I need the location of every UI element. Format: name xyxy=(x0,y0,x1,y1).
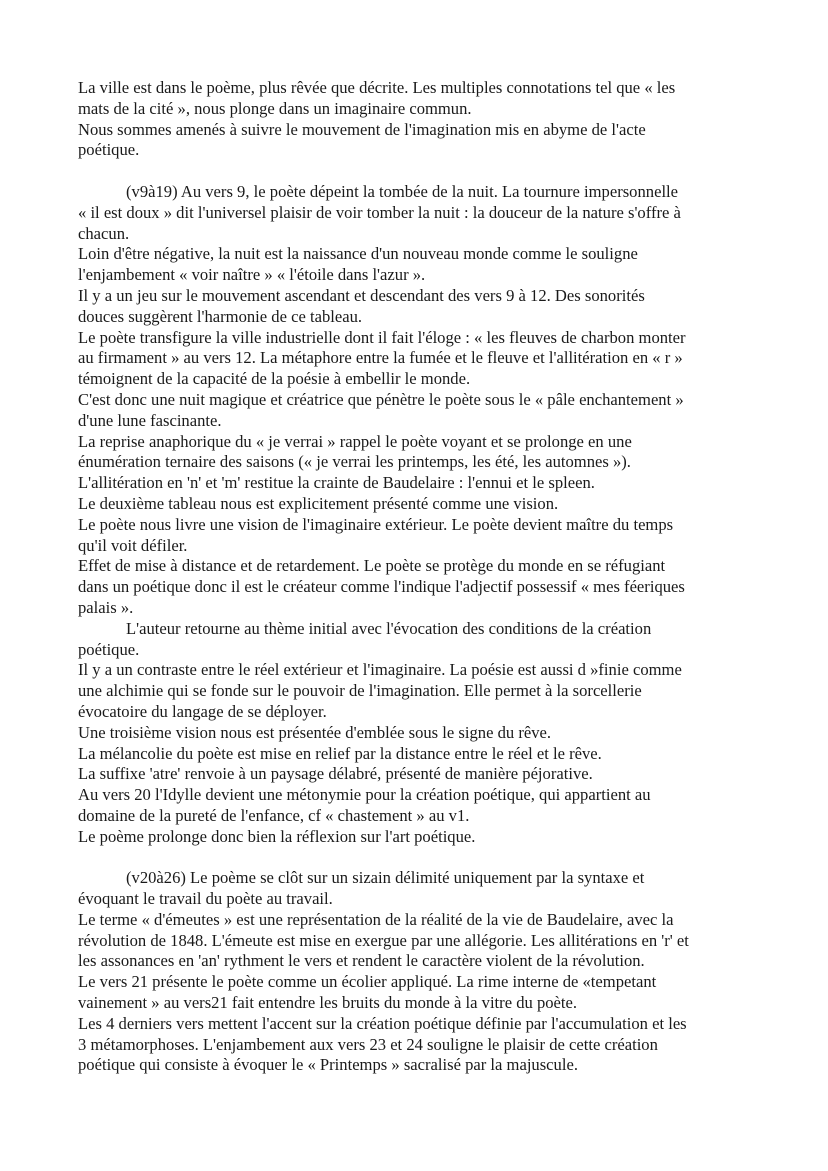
text-line: Effet de mise à distance et de retardement. Le poète se protège du monde en se réfugiant xyxy=(78,556,666,576)
text-line: au firmament » au vers 12. La métaphore entre la fumée et le fleuve et l'allitération en « r » xyxy=(78,348,683,368)
text-line: L'auteur retourne au thème initial avec l'évocation des conditions de la création xyxy=(126,618,652,638)
text-line: Le poète transfigure la ville industrielle dont il fait l'éloge : « les fleuves de charbon monter xyxy=(78,327,686,347)
paragraph-gap xyxy=(78,847,758,868)
text-line: les assonances en 'an' rythment le vers et rendent le caractère violent de la révolution. xyxy=(78,951,645,971)
text-line: qu'il voit défiler. xyxy=(78,535,188,555)
text-line: une alchimie qui se fonde sur le pouvoir de l'imagination. Elle permet à la sorcellerie xyxy=(78,681,642,701)
text-line: (v9à19) Au vers 9, le poète dépeint la tombée de la nuit. La tournure impersonnelle xyxy=(126,181,679,201)
text-line: Une troisième vision nous est présentée d'emblée sous le signe du rêve. xyxy=(78,722,552,742)
paragraph-gap xyxy=(78,161,758,182)
text-line: (v20à26) Le poème se clôt sur un sizain délimité uniquement par la syntaxe et xyxy=(126,868,645,888)
text-line: douces suggèrent l'harmonie de ce tableau. xyxy=(78,306,363,326)
text-line: Il y a un contraste entre le réel extérieur et l'imaginaire. La poésie est aussi d »finie comme xyxy=(78,660,682,680)
text-line: Le terme « d'émeutes » est une représentation de la réalité de la vie de Baudelaire, avec la xyxy=(78,909,674,929)
text-line: La ville est dans le poème, plus rêvée que décrite. Les multiples connotations tel que « les xyxy=(78,78,676,97)
document-body xyxy=(78,78,758,1076)
text-line: évoquant le travail du poète au travail. xyxy=(78,889,333,909)
text-line: domaine de la pureté de l'enfance, cf « chastement » au v1. xyxy=(78,805,470,825)
text-line: poétique. xyxy=(78,639,140,659)
text-line: d'une lune fascinante. xyxy=(78,410,222,430)
text-line: Loin d'être négative, la nuit est la naissance d'un nouveau monde comme le souligne xyxy=(78,244,638,264)
text-line: Il y a un jeu sur le mouvement ascendant et descendant des vers 9 à 12. Des sonorités xyxy=(78,285,645,305)
text-line: 3 métamorphoses. L'enjambement aux vers 23 et 24 souligne le plaisir de cette création xyxy=(78,1034,658,1054)
text-line: Le poète nous livre une vision de l'imaginaire extérieur. Le poète devient maître du temps xyxy=(78,514,674,534)
text-line: énumération ternaire des saisons (« je verrai les printemps, les été, les automnes »). xyxy=(78,452,631,472)
text-line: poétique qui consiste à évoquer le « Printemps » sacralisé par la majuscule. xyxy=(78,1055,578,1075)
text-line: témoignent de la capacité de la poésie à embellir le monde. xyxy=(78,369,471,389)
text-line: L'allitération en 'n' et 'm' restitue la crainte de Baudelaire : l'ennui et le spleen. xyxy=(78,473,595,493)
text-line: vainement » au vers21 fait entendre les bruits du monde à la vitre du poète. xyxy=(78,993,578,1013)
text-line: La reprise anaphorique du « je verrai » rappel le poète voyant et se prolonge en une xyxy=(78,431,632,451)
text-line: La mélancolie du poète est mise en relief par la distance entre le réel et le rêve. xyxy=(78,743,602,763)
text-line: Le deuxième tableau nous est explicitement présenté comme une vision. xyxy=(78,493,559,513)
text-line: l'enjambement « voir naître » « l'étoile dans l'azur ». xyxy=(78,265,426,285)
text-line: poétique. xyxy=(78,140,140,160)
text-line: mats de la cité », nous plonge dans un imaginaire commun. xyxy=(78,98,472,118)
text-line: Nous sommes amenés à suivre le mouvement de l'imagination mis en abyme de l'acte xyxy=(78,119,646,139)
text-line: évocatoire du langage de se déployer. xyxy=(78,701,327,721)
text-line: palais ». xyxy=(78,597,134,617)
text-line: Les 4 derniers vers mettent l'accent sur la création poétique définie par l'accumulation et les xyxy=(78,1013,687,1033)
text-line: Au vers 20 l'Idylle devient une métonymie pour la création poétique, qui appartient au xyxy=(78,785,651,805)
text-line: La suffixe 'atre' renvoie à un paysage délabré, présenté de manière péjorative. xyxy=(78,764,593,784)
text-line: C'est donc une nuit magique et créatrice que pénètre le poète sous le « pâle enchantement » xyxy=(78,389,684,409)
text-line: dans un poétique donc il est le créateur comme l'indique l'adjectif possessif « mes féeriques xyxy=(78,577,685,597)
text-line: Le poème prolonge donc bien la réflexion sur l'art poétique. xyxy=(78,826,476,846)
text-line: révolution de 1848. L'émeute est mise en exergue par une allégorie. Les allitérations en 'r' et xyxy=(78,930,689,950)
text-line: chacun. xyxy=(78,223,130,243)
text-line: Le vers 21 présente le poète comme un écolier appliqué. La rime interne de «tempetant xyxy=(78,972,657,992)
text-line: « il est doux » dit l'universel plaisir de voir tomber la nuit : la douceur de la nature s'offre à xyxy=(78,202,681,222)
